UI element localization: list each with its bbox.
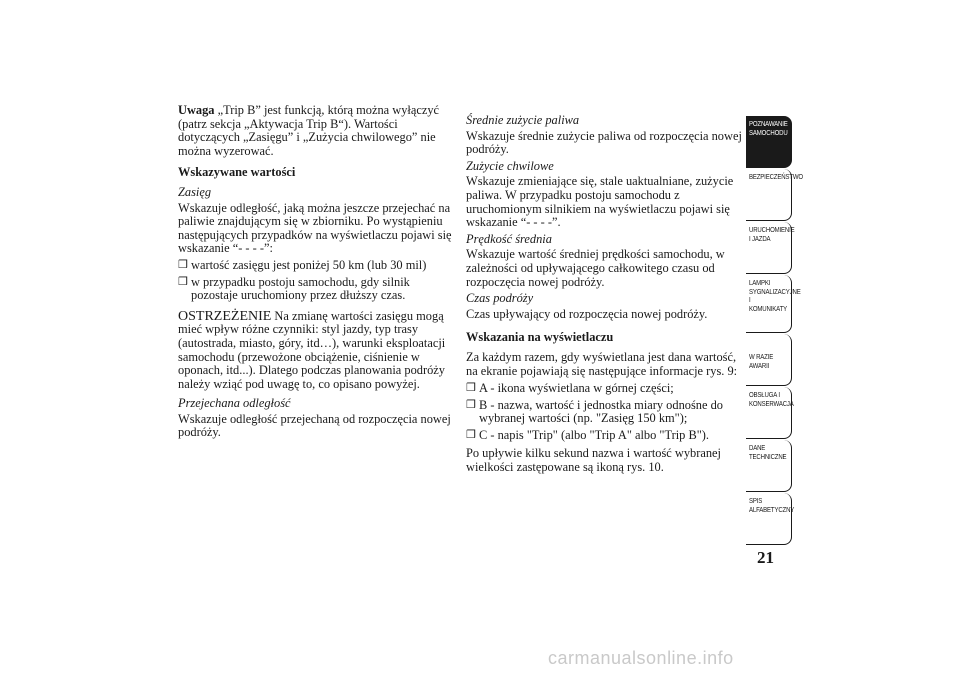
warning-lead: OSTRZEŻENIE	[178, 308, 272, 324]
warning-text: Na zmianę wartości zasięgu mogą mieć wpływ różne czynniki: styl jazdy, typ trasy (autostrada, miasto, góry, itd…), warunki eksploatacji samochodu (przewożone obciążenie, ciśnienie w oponach, itd...). Dlatego podczas planowania podróży należy wziąć pod uwagę to, co opisano powyżej.	[178, 308, 446, 391]
list-item: ❒ wartość zasięgu jest poniżej 50 km (lub 30 mil)	[178, 257, 427, 272]
distance-text: Wskazuje odległość przejechaną od rozpoczęcia nowej podróży.	[178, 411, 451, 440]
avg-speed-text: Wskazuje wartość średniej prędkości samochodu, w zależności od upływającego całkowitego czasu od rozpoczęcia nowej podróży.	[466, 247, 725, 289]
note-text: „Trip B” jest funkcją, którą można wyłączyć (patrz sekcja „Aktywacja Trip B“). Wartości dotyczących „Zasięgu” i „Zużycia chwilowego” nie można wyzerować.	[178, 103, 440, 158]
left-column	[178, 104, 454, 448]
range-title: Zasięg	[178, 184, 212, 199]
checkbox-bullet-icon: ❒	[178, 258, 188, 271]
tab-spis-alfabetyczny[interactable]: SPIS ALFABETYCZNY	[746, 493, 792, 545]
display-heading: Wskazania na wyświetlaczu	[466, 330, 614, 345]
tab-uruchomienie-i-jazda[interactable]: URUCHOMIENIE I JAZDA	[746, 222, 792, 274]
tab-lampki-sygnalizacyjne[interactable]: LAMPKI SYGNALIZACYJNE I KOMUNIKATY	[746, 275, 792, 333]
list-item: ❒ C - napis "Trip" (albo "Trip A" albo "Trip B").	[466, 427, 710, 442]
checkbox-bullet-icon: ❒	[178, 275, 188, 288]
avg-speed-title: Prędkość średnia	[466, 231, 552, 246]
tab-bezpieczenstwo[interactable]: BEZPIECZEŃSTWO	[746, 169, 792, 221]
distance-title: Przejechana odległość	[178, 396, 291, 411]
values-heading: Wskazywane wartości	[178, 165, 296, 180]
list-item: ❒ w przypadku postoju samochodu, gdy silnik pozostaje uruchomiony przez dłuższy czas.	[178, 274, 410, 303]
tab-obsluga-i-konserwacja[interactable]: OBSŁUGA I KONSERWACJA	[746, 387, 792, 439]
avg-fuel-text: Wskazuje średnie zużycie paliwa od rozpoczęcia nowej podróży.	[466, 128, 742, 157]
note-lead: Uwaga	[178, 103, 215, 117]
right-column	[466, 114, 742, 483]
final-text: Po upływie kilku sekund nazwa i wartość wybranej wielkości zastępowane są ikoną rys. 10.	[466, 446, 721, 475]
avg-fuel-title: Średnie zużycie paliwa	[466, 113, 580, 127]
watermark: carmanualsonline.info	[548, 648, 734, 668]
list-item: ❒ B - nazwa, wartość i jednostka miary odnośne do wybranej wartości (np. "Zasięg 150 km");	[466, 397, 723, 426]
checkbox-bullet-icon: ❒	[466, 428, 476, 441]
checkbox-bullet-icon: ❒	[466, 382, 476, 395]
display-text: Za każdym razem, gdy wyświetlana jest dana wartość, na ekranie pojawiają się następujące informacje rys. 9:	[466, 349, 738, 378]
warning-paragraph	[178, 310, 454, 392]
page-number: 21	[757, 548, 774, 567]
tab-dane-techniczne[interactable]: DANE TECHNICZNE	[746, 440, 792, 492]
list-item: ❒ A - ikona wyświetlana w górnej części;	[466, 381, 674, 396]
inst-fuel-title: Zużycie chwilowe	[466, 158, 554, 173]
tab-poznawanie-samochodu[interactable]: POZNAWANIE SAMOCHODU	[746, 116, 792, 168]
note-paragraph	[178, 104, 454, 158]
inst-fuel-text: Wskazuje zmieniające się, stale uaktualniane, zużycie paliwa. W przypadku postoju samochodu z uruchomionym silnikiem na wyświetlaczu pojawi się wskazanie “- - - -”.	[466, 174, 734, 230]
chapter-tabs	[746, 116, 803, 546]
checkbox-bullet-icon: ❒	[466, 398, 476, 411]
tab-w-razie-awarii[interactable]: W RAZIE AWARII	[746, 334, 792, 386]
trip-time-title: Czas podróży	[466, 291, 534, 306]
range-text: Wskazuje odległość, jaką można jeszcze przejechać na paliwie znajdującym się w zbiorniku. Po wystąpieniu następujących przypadków na wyświetlaczu pojawi się wskazanie “- - - -”:	[178, 200, 452, 256]
trip-time-text: Czas upływający od rozpoczęcia nowej podróży.	[466, 306, 708, 321]
